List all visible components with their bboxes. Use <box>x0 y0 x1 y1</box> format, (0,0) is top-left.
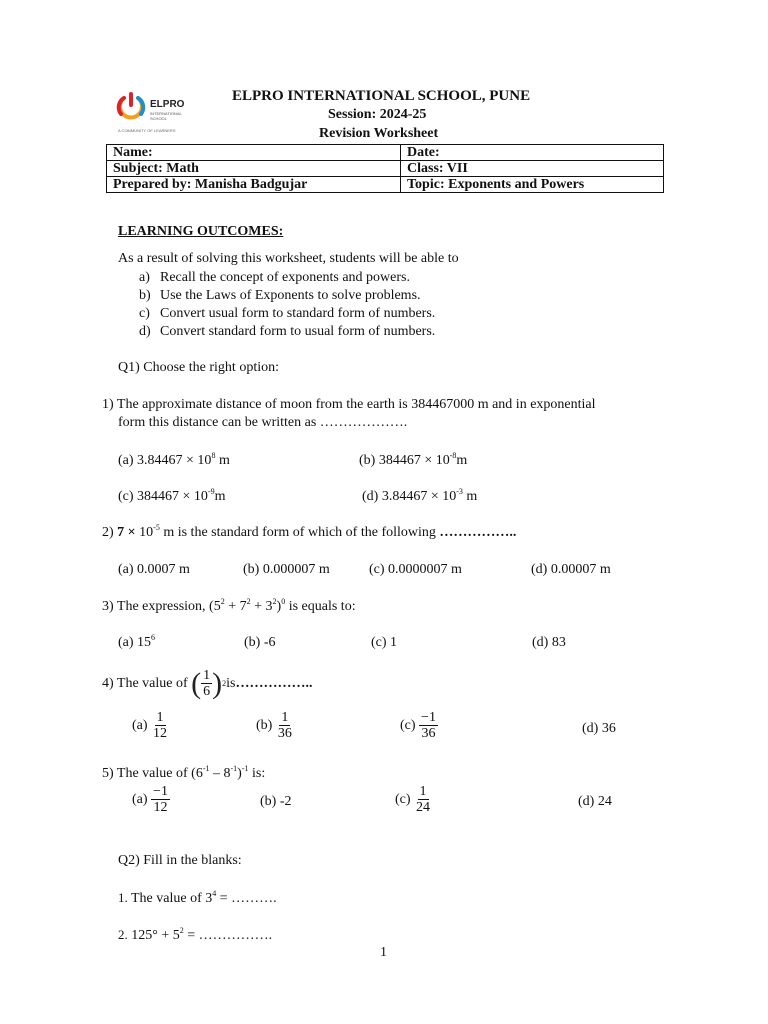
q2-option-a: (a) 0.0007 m <box>118 562 190 577</box>
power-logo-icon <box>116 92 146 124</box>
info-table <box>106 144 664 193</box>
class-field: Class: VII <box>401 161 664 177</box>
outcome-marker: b) <box>139 288 151 303</box>
fraction: $\frac{1}{6}$ <box>203 668 211 700</box>
q1-option-d: (d) $3.84467 \times 10^{-3}$ m <box>362 487 478 504</box>
outcome-text: Recall the concept of exponents and powers. <box>160 270 410 285</box>
question-1-line2: form this distance can be written as ………………. <box>118 415 408 430</box>
q5-option-d: (d) 24 <box>578 794 612 809</box>
outcome-text: Convert usual form to standard form of numbers. <box>160 306 436 321</box>
q3-option-b: (b) -6 <box>244 635 276 650</box>
q2-option-d: (d) 0.00007 m <box>531 562 611 577</box>
outcome-text: Use the Laws of Exponents to solve problems. <box>160 288 421 303</box>
name-field: Name: <box>107 145 401 161</box>
q1-option-b: (b) $384467 \times 10^{-8}m$ <box>359 451 468 468</box>
q3-option-a: (a) $15^6$ <box>118 633 156 650</box>
date-field: Date: <box>401 145 664 161</box>
question-2: 2) $7 \times 10^{-5}$ m is the standard form of which of the following …………….. <box>102 523 517 540</box>
q5-option-a: (a) $\frac{-1}{12}$ <box>132 784 168 816</box>
paren-close: ) <box>212 666 223 700</box>
question-1-line1: 1) The approximate distance of moon from the earth is 384467000 m and in exponential <box>102 397 596 412</box>
outcome-marker: d) <box>139 324 151 339</box>
question-4: 4) The value of ( $\frac{1}{6}$ ) 2 is …………….. <box>102 666 313 700</box>
blank-2: 2. $125^\circ + 5^2$ = ……………. <box>118 926 273 943</box>
prepared-by-field: Prepared by: Manisha Badgujar <box>107 177 401 193</box>
question-5: 5) The value of $(6^{-1} - 8^{-1})^{-1}$ is: <box>102 764 266 781</box>
q3-option-d: (d) 83 <box>532 635 566 650</box>
school-name: ELPRO INTERNATIONAL SCHOOL, PUNE <box>232 88 531 104</box>
q5-option-c: (c) $\frac{1}{24}$ <box>395 784 431 816</box>
subject-field: Subject: Math <box>107 161 401 177</box>
q1-option-a: (a) $3.84467 \times 10^8$ m <box>118 451 230 468</box>
paren-open: ( <box>191 666 202 700</box>
blank-1: 1. The value of $3^4$ = ………. <box>118 889 277 906</box>
q4-option-b: (b) $\frac{1}{36}$ <box>256 710 292 742</box>
session: Session: 2024-25 <box>328 107 427 122</box>
logo-brand-sub: INTERNATIONAL SCHOOL <box>150 111 182 121</box>
q5-option-b: (b) -2 <box>260 794 292 809</box>
q4-option-d: (d) 36 <box>582 721 616 736</box>
q2-heading: Q2) Fill in the blanks: <box>118 853 242 868</box>
q2-option-c: (c) 0.0000007 m <box>369 562 462 577</box>
outcome-marker: c) <box>139 306 150 321</box>
page-number: 1 <box>380 945 387 960</box>
topic-field: Topic: Exponents and Powers <box>401 177 664 193</box>
outcome-text: Convert standard form to usual form of numbers. <box>160 324 436 339</box>
worksheet-title: Revision Worksheet <box>319 126 439 141</box>
outcomes-intro: As a result of solving this worksheet, students will be able to <box>118 251 459 266</box>
logo-brand: ELPRO <box>150 99 185 110</box>
question-3: 3) The expression, $(5^2 + 7^2 + 3^2)^0$ is equals to: <box>102 597 356 614</box>
q3-option-c: (c) 1 <box>371 635 398 650</box>
q4-option-c: (c) $\frac{-1}{36}$ <box>400 710 436 742</box>
q2-option-b: (b) 0.000007 m <box>243 562 330 577</box>
outcome-marker: a) <box>139 270 150 285</box>
q1-option-c: (c) $384467 \times 10^{-9}m$ <box>118 487 226 504</box>
q4-option-a: (a) $\frac{1}{12}$ <box>132 710 168 742</box>
logo-tagline: A COMMUNITY OF LEARNERS <box>118 128 176 133</box>
outcomes-heading: LEARNING OUTCOMES: <box>118 224 284 239</box>
q1-heading: Q1) Choose the right option: <box>118 360 279 375</box>
school-logo <box>116 92 192 136</box>
